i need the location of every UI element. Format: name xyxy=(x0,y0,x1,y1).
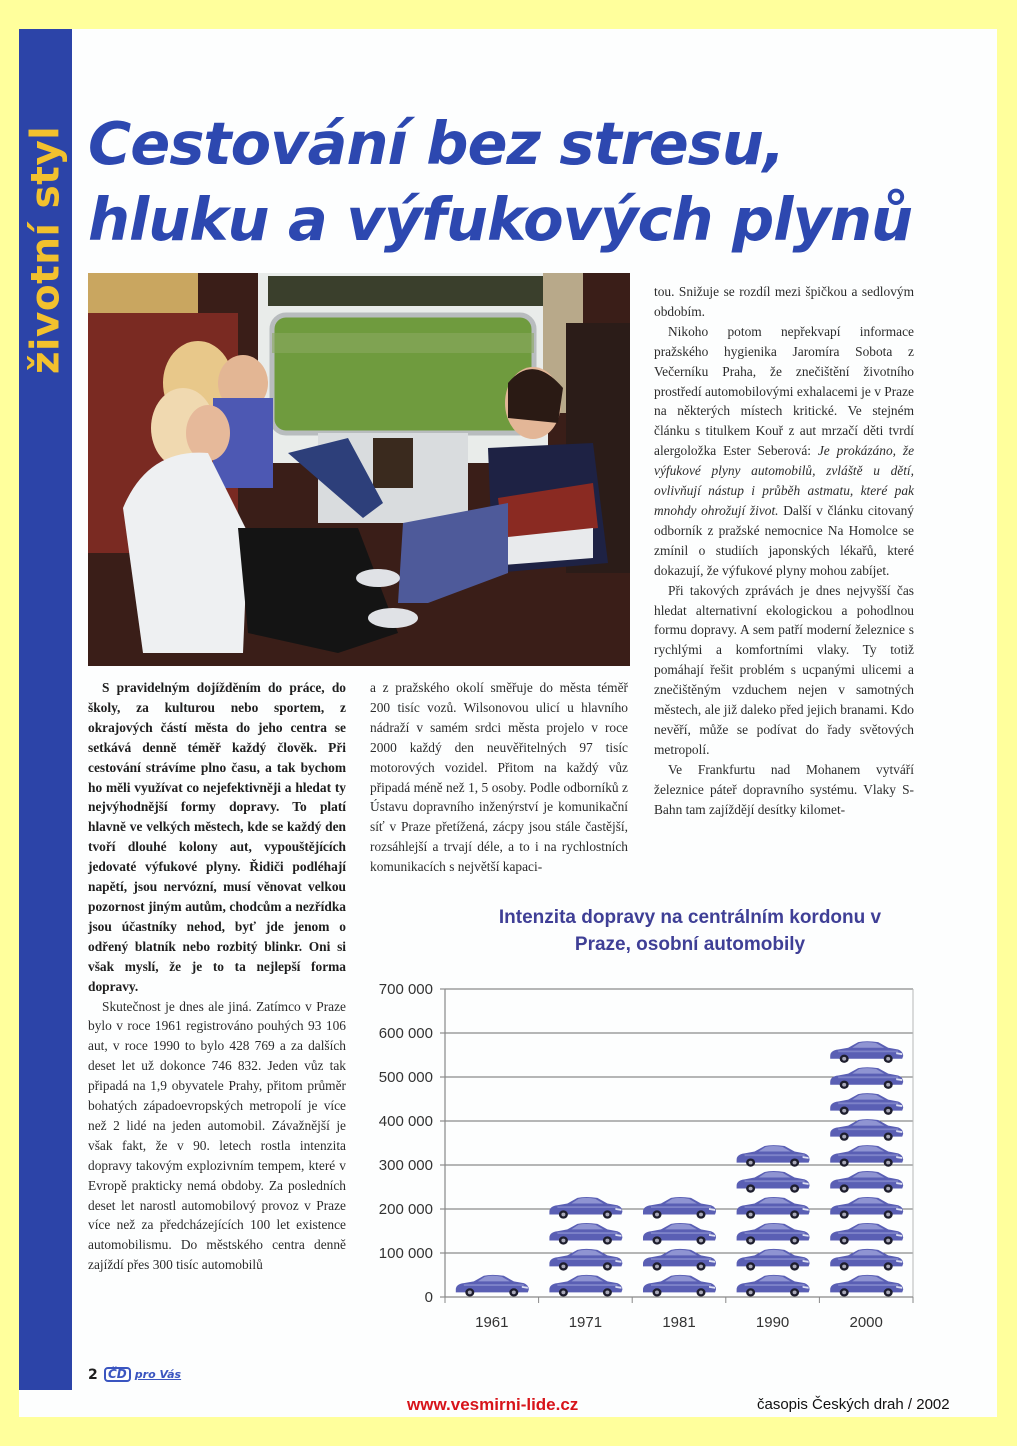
article-column-1 xyxy=(88,678,346,1275)
y-tick-label: 200 000 xyxy=(378,1201,433,1218)
traffic-pictogram-chart xyxy=(360,975,930,1340)
y-tick-label: 400 000 xyxy=(378,1113,433,1130)
quote-text: Je prokázáno, že výfukové plyny automobilů, zvláště u dětí, ovlivňují nástup i průběh astmatu, které pak mnohdy ohrožují život. xyxy=(654,443,915,518)
page-number: 2 xyxy=(88,1367,98,1383)
x-tick-label: 1981 xyxy=(662,1314,696,1331)
pictogram-bar-1990 xyxy=(737,1145,810,1296)
article-paragraph: Skutečnost je dnes ale jiná. Zatímco v Praze bylo v roce 1961 registrováno pouhých 93 106 aut, v roce 1990 to bylo 428 769 a za dalších deset let už dokonce 746 832. Jeden vůz tak připadá na 1,9 obyvatele Prahy, přitom průměr bohatých západoevropských metropolí je více než 2 lidé na jeden automobil. Závažnější je však fakt, že v 90. letech rostla intenzita dopravy takovým explozivním tempem, které v Evropě prakticky nemá obdoby. Za posledních deset let narostl automobilový provoz v Praze více než za předcházejících 100 let existence automobilismu. Do městského centra denně zajíždí přes 300 tisíc automobilů xyxy=(88,998,346,1273)
x-tick-label: 2000 xyxy=(849,1314,883,1331)
paragraph-text: Další v článku citovaný odborník z pražské nemocnice Na Homolce se zmínil o studiích japonských lékařů, které dokazují, že výfukové plyny mohou zabíjet. xyxy=(654,502,914,578)
car-icon xyxy=(830,1171,903,1193)
article-title-line-2: hluku a výfukových plynů xyxy=(88,185,912,254)
pictogram-bar-1961 xyxy=(456,1275,529,1297)
car-icon xyxy=(737,1145,810,1167)
pictogram-bar-1971 xyxy=(549,1197,622,1297)
car-icon xyxy=(737,1197,810,1219)
car-icon xyxy=(830,1119,903,1141)
y-tick-label: 300 000 xyxy=(378,1157,433,1174)
chart-title-line-1: Intenzita dopravy na centrálním kordonu v xyxy=(498,907,882,928)
source-caption: časopis Českých drah / 2002 xyxy=(757,1396,950,1413)
car-icon xyxy=(643,1223,716,1245)
article-lead-paragraph: S pravidelným dojížděním do práce, do školy, za kulturou nebo sportem, z okrajových částí města do jeho centra se setkává denně téměř každý člověk. Při cestování strávíme plno času, a tak bychom ho měli využívat co nejefektivněji a hledat ty nejvýhodnější formy dopravy. To platí hlavně ve velkých městech, kde se každý den tvoří dlouhé kolony aut, vypouštějících jedovaté výfukové plyny. Řidiči podléhají napětí, jsou nervózní, musí věnovat velkou pozornost jiným autům, chodcům a nezřídka jsou účastníky nehod, byť jde jenom o odřený blatník nebo rozbitý blinkr. Oni si však myslí, že je to ta nejlepší forma dopravy. xyxy=(88,680,346,994)
y-tick-labels xyxy=(379,981,433,1306)
article-paragraph: a z pražského okolí směřuje do města téměř 200 tisíc vozů. Wilsonovou ulicí u hlavního nádraží v samém srdci města projelo v roce 2000 každý den neuvěřitelných 97 tisíc motorových vozidel. Přitom na každý vůz připadá méně než 1, 5 osoby. Podle odborníků z Ústavu dopravního inženýrství je komunikační síť v Praze přetížená, zácpy jsou stále častější, rozsáhlejší a trvají déle, a to i na rychlostních komunikacích s největší kapaci- xyxy=(370,680,628,875)
pictogram-bar-1981 xyxy=(643,1197,716,1297)
article-title xyxy=(88,106,968,258)
x-tick-label: 1961 xyxy=(475,1314,509,1331)
car-icon xyxy=(830,1275,903,1297)
pro-vas-text: pro Vás xyxy=(134,1367,182,1381)
cd-logo-mark: ČD xyxy=(104,1367,131,1382)
y-tick-label: 100 000 xyxy=(378,1245,433,1262)
paragraph-text: Nikoho potom nepřekvapí informace pražského hygienika Jaromíra Sobota z Večerníku Praha, že znečištění životního prostředí automobilovými exhalacemi je v Praze na některých místech kritické. Ve stejném článku s titulkem Kouř z aut mrzačí děti tvrdí alergoložka Ester Seberová: xyxy=(654,323,914,459)
car-icon xyxy=(737,1223,810,1245)
article-title-line-1: Cestování bez stresu, xyxy=(88,109,785,178)
car-icon xyxy=(549,1197,622,1219)
y-tick-label: 500 000 xyxy=(378,1069,433,1086)
article-column-3 xyxy=(654,282,914,819)
article-paragraph-with-quote xyxy=(654,322,914,581)
y-tick-label: 600 000 xyxy=(378,1025,433,1042)
car-icon xyxy=(830,1093,903,1115)
car-icon xyxy=(549,1275,622,1297)
car-icon xyxy=(830,1041,903,1063)
train-compartment-image xyxy=(88,273,630,666)
y-tick-label: 0 xyxy=(424,1289,433,1306)
article-paragraph: Při takových zprávách je dnes nejvyšší čas hledat alternativní ekologickou a pohodlnou formu dopravy. A sem patří moderní železnice s rychlými a komfortními vlaky. Ty totiž pomáhají řešit problém s ucpanými ulicemi a znečištěným vzduchem nejen v samotných městech, ale již daleko před jejich branami. Kdo nevěří, může se podívat do řady světových metropolí. xyxy=(654,582,914,757)
website-link[interactable]: www.vesmirni-lide.cz xyxy=(407,1395,579,1414)
car-icon xyxy=(737,1171,810,1193)
car-icon xyxy=(830,1145,903,1167)
train-photo xyxy=(88,273,630,666)
car-icon xyxy=(643,1249,716,1271)
car-icon xyxy=(643,1275,716,1297)
car-icon xyxy=(549,1249,622,1271)
car-icon xyxy=(830,1249,903,1271)
car-icon xyxy=(549,1223,622,1245)
car-icon xyxy=(830,1067,903,1089)
car-icon xyxy=(737,1249,810,1271)
section-label xyxy=(16,115,76,385)
car-icon xyxy=(830,1223,903,1245)
x-tick-labels xyxy=(475,1314,883,1331)
x-tick-label: 1971 xyxy=(568,1314,603,1331)
cd-pro-vas-logo xyxy=(104,1366,181,1382)
x-tick-label: 1990 xyxy=(755,1314,790,1331)
article-paragraph: tou. Snižuje se rozdíl mezi špičkou a sedlovým obdobím. xyxy=(654,284,914,319)
car-icon xyxy=(737,1275,810,1297)
article-paragraph: Ve Frankfurtu nad Mohanem vytváří železnice páteř dopravního systému. Vlaky S-Bahn tam zajíždějí desítky kilomet- xyxy=(654,761,914,817)
pictogram-bar-2000 xyxy=(830,1041,903,1296)
section-label-text: životní styl xyxy=(23,125,69,375)
y-tick-label: 700 000 xyxy=(378,981,433,998)
car-icon xyxy=(456,1275,529,1297)
article-column-2 xyxy=(370,678,628,877)
chart-title-line-2: Praze, osobní automobily xyxy=(574,934,806,955)
car-icon xyxy=(643,1197,716,1219)
chart-title xyxy=(450,904,930,958)
chart-bars xyxy=(456,1041,903,1296)
car-icon xyxy=(830,1197,903,1219)
